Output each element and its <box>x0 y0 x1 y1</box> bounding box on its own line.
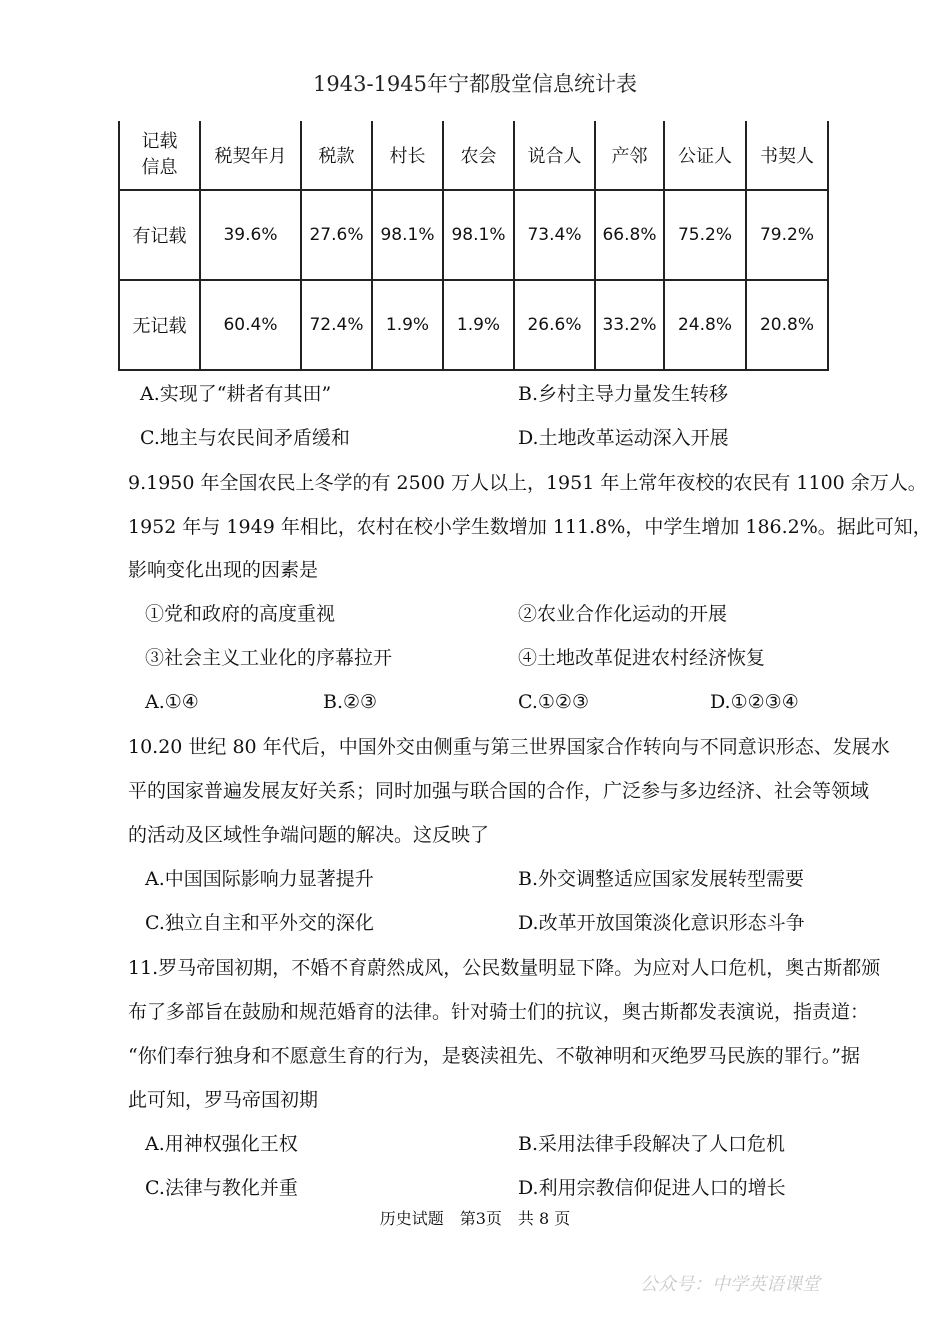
table-cell: 60.4% <box>200 280 301 370</box>
q10-stem-line: 的活动及区域性争端问题的解决。这反映了 <box>128 824 490 846</box>
column-header: 税契年月 <box>200 121 301 190</box>
table-cell: 75.2% <box>664 190 746 280</box>
q11-option-a: A.用神权强化王权 <box>145 1133 298 1155</box>
table-title: 1943-1945年宁都殷堂信息统计表 <box>313 72 637 96</box>
table-cell: 26.6% <box>514 280 595 370</box>
table-cell: 73.4% <box>514 190 595 280</box>
q11-stem-line: 布了多部旨在鼓励和规范婚育的法律。针对骑士们的抗议，奥古斯都发表演说，指责道： <box>128 1001 870 1023</box>
table-row <box>119 280 828 370</box>
q11-stem-line: 此可知，罗马帝国初期 <box>128 1089 319 1111</box>
column-header: 产邻 <box>595 121 664 190</box>
column-header: 书契人 <box>746 121 828 190</box>
column-header: 公证人 <box>664 121 746 190</box>
table-cell: 79.2% <box>746 190 828 280</box>
statistics-table <box>118 121 829 371</box>
q9-option-a: A.①④ <box>145 691 199 713</box>
header-label-line2: 信息 <box>141 157 178 178</box>
table-cell: 98.1% <box>372 190 443 280</box>
q9-item-2: ②农业合作化运动的开展 <box>518 603 728 625</box>
table-header-row <box>119 121 828 190</box>
table-cell: 20.8% <box>746 280 828 370</box>
q9-stem-line: 9.1950 年全国农民上冬学的有 2500 万人以上，1951 年上常年夜校的农民有 1100 余万人。 <box>128 472 927 494</box>
q11-option-c: C.法律与教化并重 <box>145 1177 298 1199</box>
table-cell: 1.9% <box>443 280 514 370</box>
q10-option-d: D.改革开放国策淡化意识形态斗争 <box>518 912 805 934</box>
q11-option-b: B.采用法律手段解决了人口危机 <box>518 1133 786 1155</box>
row-label: 无记载 <box>119 280 200 370</box>
table-cell: 39.6% <box>200 190 301 280</box>
table-cell: 66.8% <box>595 190 664 280</box>
q9-stem-line: 影响变化出现的因素是 <box>128 559 319 581</box>
q9-item-3: ③社会主义工业化的序幕拉开 <box>145 647 393 669</box>
column-header: 说合人 <box>514 121 595 190</box>
table-cell: 72.4% <box>301 280 372 370</box>
watermark: 公众号：中学英语课堂 <box>640 1274 820 1295</box>
q11-stem-line: “你们奉行独身和不愿意生育的行为，是亵渎祖先、不敬神明和灭绝罗马民族的罪行。”据 <box>128 1045 860 1067</box>
table-cell: 1.9% <box>372 280 443 370</box>
q9-option-c: C.①②③ <box>518 691 589 713</box>
column-header: 农会 <box>443 121 514 190</box>
q8-option-d: D.土地改革运动深入开展 <box>518 427 729 449</box>
q8-option-c: C.地主与农民间矛盾缓和 <box>140 427 350 449</box>
column-header: 村长 <box>372 121 443 190</box>
q10-option-c: C.独立自主和平外交的深化 <box>145 912 374 934</box>
q9-option-b: B.②③ <box>323 691 378 713</box>
q11-option-d: D.利用宗教信仰促进人口的增长 <box>518 1177 786 1199</box>
q9-stem-line: 1952 年与 1949 年相比，农村在校小学生数增加 111.8%，中学生增加 186.2%。据此可知， <box>128 516 932 538</box>
q9-item-4: ④土地改革促进农村经济恢复 <box>518 647 766 669</box>
table-cell: 98.1% <box>443 190 514 280</box>
row-label: 有记载 <box>119 190 200 280</box>
table-cell: 33.2% <box>595 280 664 370</box>
q10-stem-line: 平的国家普遍发展友好关系；同时加强与联合国的合作，广泛参与多边经济、社会等领域 <box>128 780 870 802</box>
column-header: 税款 <box>301 121 372 190</box>
page-footer: 历史试题 第3页 共 8 页 <box>379 1209 571 1228</box>
q10-option-a: A.中国国际影响力显著提升 <box>145 868 374 890</box>
q8-option-a: A.实现了“耕者有其田” <box>140 383 332 405</box>
table-row <box>119 190 828 280</box>
q9-item-1: ①党和政府的高度重视 <box>145 603 336 625</box>
q9-option-d: D.①②③④ <box>710 691 799 713</box>
q10-stem-line: 10.20 世纪 80 年代后，中国外交由侧重与第三世界国家合作转向与不同意识形态、发展水 <box>128 736 890 758</box>
header-label-line1: 记载 <box>141 131 178 152</box>
table-cell: 24.8% <box>664 280 746 370</box>
q8-option-b: B.乡村主导力量发生转移 <box>518 383 729 405</box>
table-cell: 27.6% <box>301 190 372 280</box>
header-label-cell <box>119 121 200 190</box>
q10-option-b: B.外交调整适应国家发展转型需要 <box>518 868 805 890</box>
q11-stem-line: 11.罗马帝国初期，不婚不育蔚然成风，公民数量明显下降。为应对人口危机，奥古斯都颁 <box>128 957 881 979</box>
